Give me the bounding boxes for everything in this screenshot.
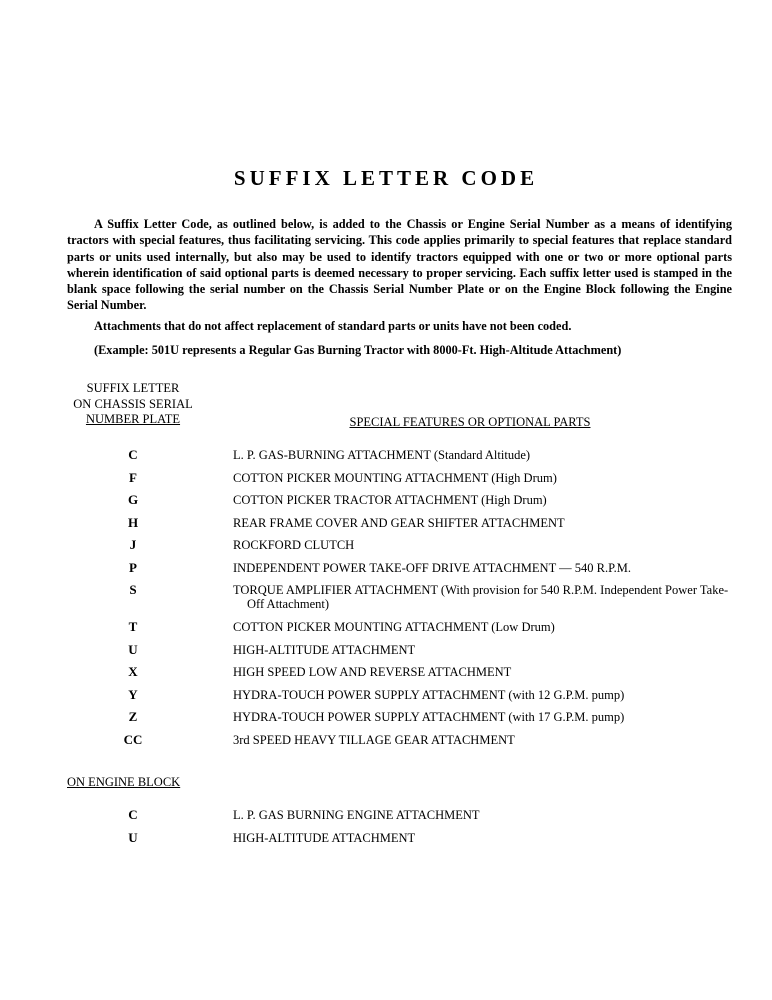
suffix-letter: H <box>127 514 139 530</box>
code-row <box>0 618 772 641</box>
feature-description: TORQUE AMPLIFIER ATTACHMENT (With provision for 540 R.P.M. Independent Power Take-Off Attachment) <box>233 583 729 611</box>
feature-description: HYDRA-TOUCH POWER SUPPLY ATTACHMENT (with 17 G.P.M. pump) <box>233 710 625 724</box>
code-row <box>0 536 772 559</box>
code-row <box>0 686 772 709</box>
features-column-header: SPECIAL FEATURES OR OPTIONAL PARTS <box>349 415 591 429</box>
chassis-code-list <box>0 446 772 753</box>
page-title: SUFFIX LETTER CODE <box>233 166 539 190</box>
suffix-letter: Z <box>128 709 138 724</box>
suffix-letter: Y <box>128 686 138 702</box>
suffix-letter: U <box>128 829 138 845</box>
intro-paragraph: A Suffix Letter Code, as outlined below, is added to the Chassis or Engine Serial Number as a means of identifying tractors with special features, thus facilitating servicing. This code applies primarily to special features that replace standard parts or units used internally, but also may be used to identify tractors equipped with one or two or more optional parts wherein identification of said optional parts is deemed necessary to proper servicing. Each suffix letter used is stamped in the blank space following the serial number on the Chassis Serial Number Plate or on the Engine Block following the Engine Serial Number. <box>67 217 732 313</box>
code-row <box>0 708 772 731</box>
suffix-letter: T <box>128 619 138 634</box>
suffix-letter: U <box>128 641 138 657</box>
suffix-letter: P <box>129 559 137 575</box>
suffix-letter: F <box>129 469 137 485</box>
suffix-letter: CC <box>123 731 143 747</box>
code-row <box>0 514 772 537</box>
feature-description: COTTON PICKER TRACTOR ATTACHMENT (High Drum) <box>233 493 547 507</box>
feature-description: HIGH SPEED LOW AND REVERSE ATTACHMENT <box>233 665 512 679</box>
feature-description: L. P. GAS-BURNING ATTACHMENT (Standard Altitude) <box>233 448 531 462</box>
feature-description: L. P. GAS BURNING ENGINE ATTACHMENT <box>233 808 480 822</box>
suffix-letter: C <box>128 447 138 462</box>
suffix-letter: G <box>127 492 139 507</box>
code-row <box>0 446 772 469</box>
code-row <box>0 829 772 852</box>
feature-description: COTTON PICKER MOUNTING ATTACHMENT (High Drum) <box>233 470 557 485</box>
suffix-letter: C <box>128 807 138 822</box>
feature-description: 3rd SPEED HEAVY TILLAGE GEAR ATTACHMENT <box>233 732 515 747</box>
feature-description: INDEPENDENT POWER TAKE-OFF DRIVE ATTACHMENT — 540 R.P.M. <box>233 560 632 575</box>
code-row <box>0 806 772 829</box>
suffix-header-line1: SUFFIX LETTER <box>86 381 180 395</box>
code-row <box>0 469 772 492</box>
feature-description: ROCKFORD CLUTCH <box>233 538 355 552</box>
suffix-letter: J <box>129 537 137 552</box>
code-row <box>0 731 772 754</box>
suffix-column-header <box>58 381 208 428</box>
feature-description: HIGH-ALTITUDE ATTACHMENT <box>233 830 416 845</box>
feature-description: COTTON PICKER MOUNTING ATTACHMENT (Low Drum) <box>233 620 555 634</box>
code-row <box>0 663 772 686</box>
suffix-letter: S <box>129 582 137 597</box>
code-row <box>0 581 772 618</box>
engine-code-list <box>0 806 772 851</box>
feature-description: REAR FRAME COVER AND GEAR SHIFTER ATTACHMENT <box>233 515 565 530</box>
code-row <box>0 491 772 514</box>
feature-description: HIGH-ALTITUDE ATTACHMENT <box>233 642 416 657</box>
code-row <box>0 641 772 664</box>
engine-block-section-label: ON ENGINE BLOCK <box>67 775 181 789</box>
example-paragraph: (Example: 501U represents a Regular Gas Burning Tractor with 8000-Ft. High-Altitude Attachment) <box>94 343 622 357</box>
suffix-header-line2: ON CHASSIS SERIAL <box>73 396 193 411</box>
suffix-letter: X <box>128 664 138 679</box>
feature-description: HYDRA-TOUCH POWER SUPPLY ATTACHMENT (with 12 G.P.M. pump) <box>233 687 625 702</box>
note-paragraph: Attachments that do not affect replacement of standard parts or units have not been coded. <box>94 319 572 333</box>
code-row <box>0 559 772 582</box>
suffix-header-line3: NUMBER PLATE <box>85 412 181 426</box>
